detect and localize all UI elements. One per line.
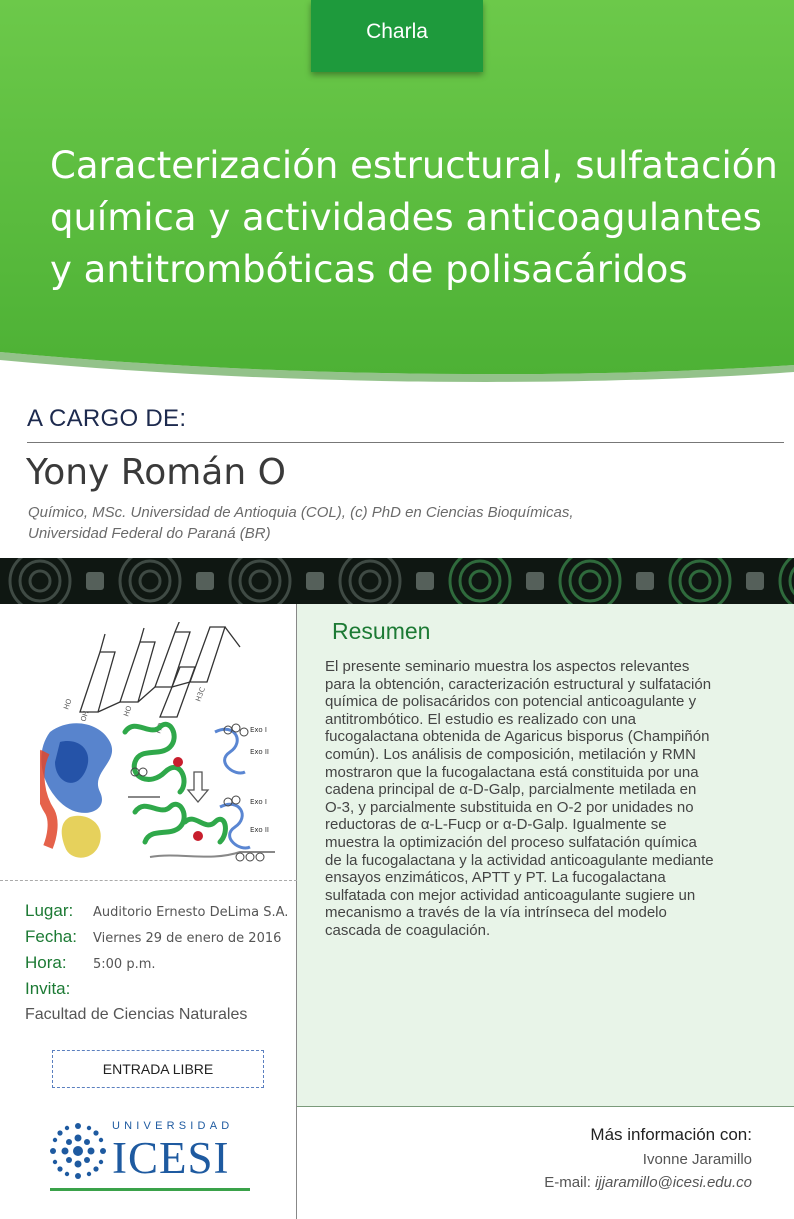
credentials-line: Universidad Federal do Paraná (BR) bbox=[28, 525, 271, 542]
summary-line: fucogalactana obtenida de Agaricus bisporus (Champiñón bbox=[325, 728, 710, 746]
title-line: Caracterización estructural, sulfatación bbox=[50, 144, 778, 187]
svg-text:OH: OH bbox=[79, 709, 91, 723]
summary-line: de la fucogalactana y la actividad anticoagulante mediante bbox=[325, 851, 714, 869]
divider bbox=[27, 442, 784, 443]
detail-date bbox=[25, 927, 295, 953]
contact-email-line bbox=[544, 1174, 752, 1191]
time-value: 5:00 p.m. bbox=[93, 957, 156, 972]
detail-place bbox=[25, 901, 295, 927]
date-label: Fecha: bbox=[25, 927, 77, 946]
svg-text:HO: HO bbox=[62, 697, 74, 711]
svg-text:HO: HO bbox=[122, 704, 134, 718]
event-type-tag: Charla bbox=[311, 0, 483, 72]
presenter-credentials bbox=[28, 502, 708, 544]
presenter-name: Yony Román O bbox=[26, 452, 286, 493]
diagram-label: Exo II bbox=[250, 826, 269, 834]
host-faculty: Facultad de Ciencias Naturales bbox=[25, 1006, 248, 1023]
credentials-line: Químico, MSc. Universidad de Antioquia (COL), (c) PhD en Ciencias Bioquímicas, bbox=[28, 504, 574, 521]
free-entry-badge: ENTRADA LIBRE bbox=[52, 1050, 264, 1088]
summary-line: reductoras de α-L-Fucp or α-D-Galp. Igualmente se bbox=[325, 816, 667, 834]
down-arrow-icon bbox=[188, 772, 208, 802]
event-details bbox=[25, 901, 295, 1005]
summary-line: mostraron que la fucogalactana está constituida por una bbox=[325, 763, 699, 781]
summary-text bbox=[325, 658, 772, 940]
summary-heading: Resumen bbox=[332, 618, 431, 644]
place-value: Auditorio Ernesto DeLima S.A. bbox=[93, 905, 289, 920]
time-label: Hora: bbox=[25, 953, 67, 972]
presenter-section-label: A CARGO DE: bbox=[27, 405, 187, 432]
decorative-pattern-band bbox=[0, 558, 794, 604]
email-label: E-mail: bbox=[544, 1174, 591, 1191]
contact-name: Ivonne Jaramillo bbox=[642, 1151, 752, 1168]
left-column bbox=[0, 604, 297, 1219]
divider bbox=[0, 880, 297, 881]
place-label: Lugar: bbox=[25, 901, 74, 920]
diagram-label: Exo I bbox=[250, 726, 267, 734]
email-link[interactable]: ijjaramillo@icesi.edu.co bbox=[595, 1174, 752, 1191]
logo-university-text: UNIVERSIDAD bbox=[112, 1120, 234, 1132]
event-title bbox=[50, 140, 780, 296]
detail-time bbox=[25, 953, 295, 979]
logo-underline bbox=[50, 1188, 250, 1191]
svg-text:H3C: H3C bbox=[194, 686, 207, 703]
diagram-label: Exo I bbox=[250, 798, 267, 806]
summary-line: O-3, y parcialmente substituida en O-2 por unidades no bbox=[325, 798, 694, 816]
summary-line: muestra la optimización del proceso sulfatación química bbox=[325, 833, 697, 851]
svg-text:HO: HO bbox=[154, 721, 166, 735]
summary-line: común). Los análisis de composición, metilación y RMN bbox=[325, 745, 696, 763]
protein-structure bbox=[40, 723, 112, 857]
icesi-emblem-icon bbox=[50, 1120, 106, 1182]
title-line: y antitrombóticas de polisacáridos bbox=[50, 248, 688, 291]
summary-line: para la obtención, caracterización estructural y sulfatación bbox=[325, 675, 712, 693]
summary-line: mecanismo a través de la vía intrínseca del modelo bbox=[325, 904, 667, 922]
icesi-logo bbox=[50, 1120, 260, 1196]
molecule-diagram bbox=[40, 622, 280, 874]
date-value: Viernes 29 de enero de 2016 bbox=[93, 931, 282, 946]
summary-line: química de polisacáridos con potencial anticoagulante y bbox=[325, 693, 697, 711]
summary-line: ensayos enzimáticos, APTT y PT. La fucogalactana bbox=[325, 869, 666, 887]
header-banner bbox=[0, 0, 794, 385]
summary-line: sulfatada con mejor actividad anticoagulante sugiere un bbox=[325, 886, 696, 904]
contact-heading: Más información con: bbox=[590, 1125, 752, 1144]
pattern-graphic bbox=[0, 558, 794, 604]
contact-info bbox=[544, 1125, 752, 1191]
logo-icesi-text: ICESI bbox=[112, 1133, 230, 1183]
polysaccharide-illustration bbox=[40, 622, 280, 874]
diagram-label: Exo II bbox=[250, 748, 269, 756]
title-line: química y actividades anticoagulantes bbox=[50, 196, 762, 239]
summary-line: cadena principal de α-D-Galp, parcialmente metilada en bbox=[325, 781, 697, 799]
detail-invite bbox=[25, 979, 295, 1005]
summary-line: antitrombótico. El estudio es realizado con una bbox=[325, 710, 637, 728]
summary-line: El presente seminario muestra los aspectos relevantes bbox=[325, 658, 690, 675]
summary-panel bbox=[297, 604, 794, 1107]
invite-label: Invita: bbox=[25, 979, 71, 998]
summary-line: cascada de coagulación. bbox=[325, 921, 491, 939]
